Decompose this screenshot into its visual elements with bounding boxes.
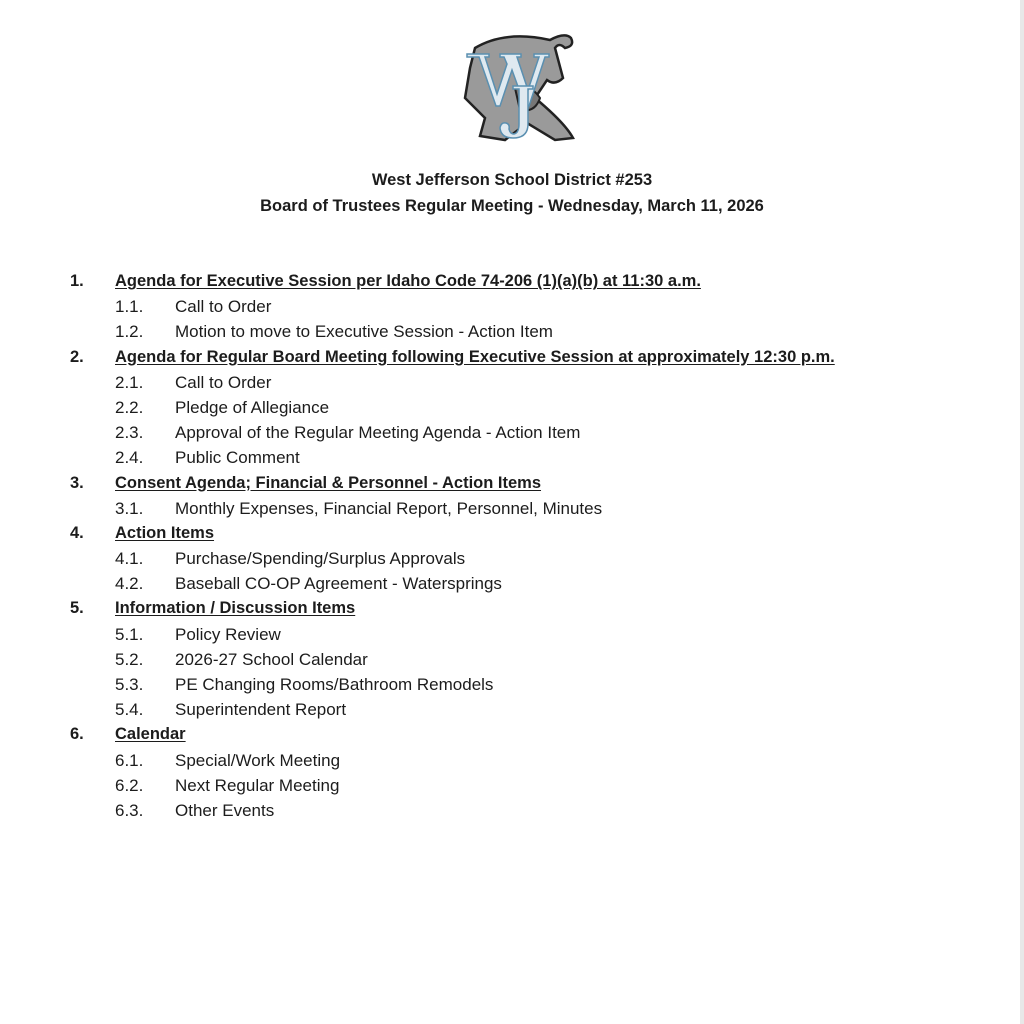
item-number: 5.2. <box>115 649 144 669</box>
item-number: 2.2. <box>115 397 144 417</box>
section-number: 2. <box>70 347 84 366</box>
agenda-item <box>70 370 970 395</box>
section-title: Information / Discussion Items <box>115 599 356 618</box>
section-title: Agenda for Regular Board Meeting following Executive Session at approximately 12:30 p.m. <box>115 347 835 366</box>
agenda-section <box>70 596 970 621</box>
item-text: Call to Order <box>175 372 272 392</box>
agenda-section <box>70 521 970 546</box>
item-text: Monthly Expenses, Financial Report, Personnel, Minutes <box>175 498 603 518</box>
item-number: 3.1. <box>115 498 144 518</box>
agenda-item <box>70 319 970 344</box>
item-number: 5.1. <box>115 624 144 644</box>
agenda-item <box>70 571 970 596</box>
agenda-section <box>70 345 970 370</box>
agenda-item <box>70 748 970 773</box>
agenda-item <box>70 773 970 798</box>
section-number: 1. <box>70 272 84 290</box>
agenda-item <box>70 395 970 420</box>
item-number: 2.3. <box>115 423 144 443</box>
panther-logo <box>455 28 580 146</box>
item-text: Public Comment <box>175 448 300 468</box>
section-title: Consent Agenda; Financial & Personnel - Action Items <box>115 473 542 492</box>
scan-edge <box>1020 0 1024 1024</box>
agenda-item <box>70 697 970 722</box>
item-text: 2026-27 School Calendar <box>175 649 368 669</box>
item-number: 2.4. <box>115 448 144 468</box>
district-title: West Jefferson School District #253 <box>371 171 653 189</box>
section-title: Calendar <box>115 725 186 744</box>
item-text: Next Regular Meeting <box>175 775 340 795</box>
meeting-title: Board of Trustees Regular Meeting - Wednesday, March 11, 2026 <box>260 197 764 215</box>
agenda-item <box>70 496 970 521</box>
section-number: 4. <box>70 523 84 542</box>
item-number: 5.3. <box>115 675 144 694</box>
agenda-item <box>70 445 970 470</box>
item-text: Motion to move to Executive Session - Action Item <box>175 322 553 342</box>
item-text: Baseball CO-OP Agreement - Watersprings <box>175 574 502 594</box>
agenda-item <box>70 420 970 445</box>
agenda-item <box>70 647 970 672</box>
agenda-item <box>70 294 970 319</box>
item-number: 5.4. <box>115 700 144 720</box>
agenda-rows <box>70 269 970 823</box>
item-text: Policy Review <box>175 624 281 644</box>
agenda-section <box>70 722 970 747</box>
item-text: Purchase/Spending/Surplus Approvals <box>175 549 466 569</box>
item-text: Approval of the Regular Meeting Agenda - Action Item <box>175 423 581 443</box>
item-number: 1.1. <box>115 297 144 317</box>
section-number: 3. <box>70 473 84 492</box>
item-number: 6.1. <box>115 750 144 770</box>
agenda-item <box>70 546 970 571</box>
item-number: 6.3. <box>115 800 144 820</box>
item-number: 2.1. <box>115 372 144 392</box>
item-number: 4.2. <box>115 574 144 594</box>
agenda-item <box>70 622 970 647</box>
agenda-list <box>70 269 970 823</box>
item-text: Pledge of Allegiance <box>175 397 330 417</box>
section-title: Agenda for Executive Session per Idaho Code 74-206 (1)(a)(b) at 11:30 a.m. <box>115 272 701 290</box>
item-number: 1.2. <box>115 322 144 342</box>
agenda-item <box>70 672 970 697</box>
agenda-item <box>70 798 970 823</box>
item-number: 6.2. <box>115 775 144 795</box>
section-title: Action Items <box>115 523 215 542</box>
agenda-section <box>70 471 970 496</box>
item-number: 4.1. <box>115 549 144 569</box>
item-text: Call to Order <box>175 297 272 317</box>
agenda-section <box>70 269 970 294</box>
section-number: 5. <box>70 599 84 618</box>
section-number: 6. <box>70 725 84 744</box>
item-text: Other Events <box>175 800 275 820</box>
item-text: Superintendent Report <box>175 700 347 720</box>
item-text: PE Changing Rooms/Bathroom Remodels <box>175 675 494 694</box>
item-text: Special/Work Meeting <box>175 750 341 770</box>
